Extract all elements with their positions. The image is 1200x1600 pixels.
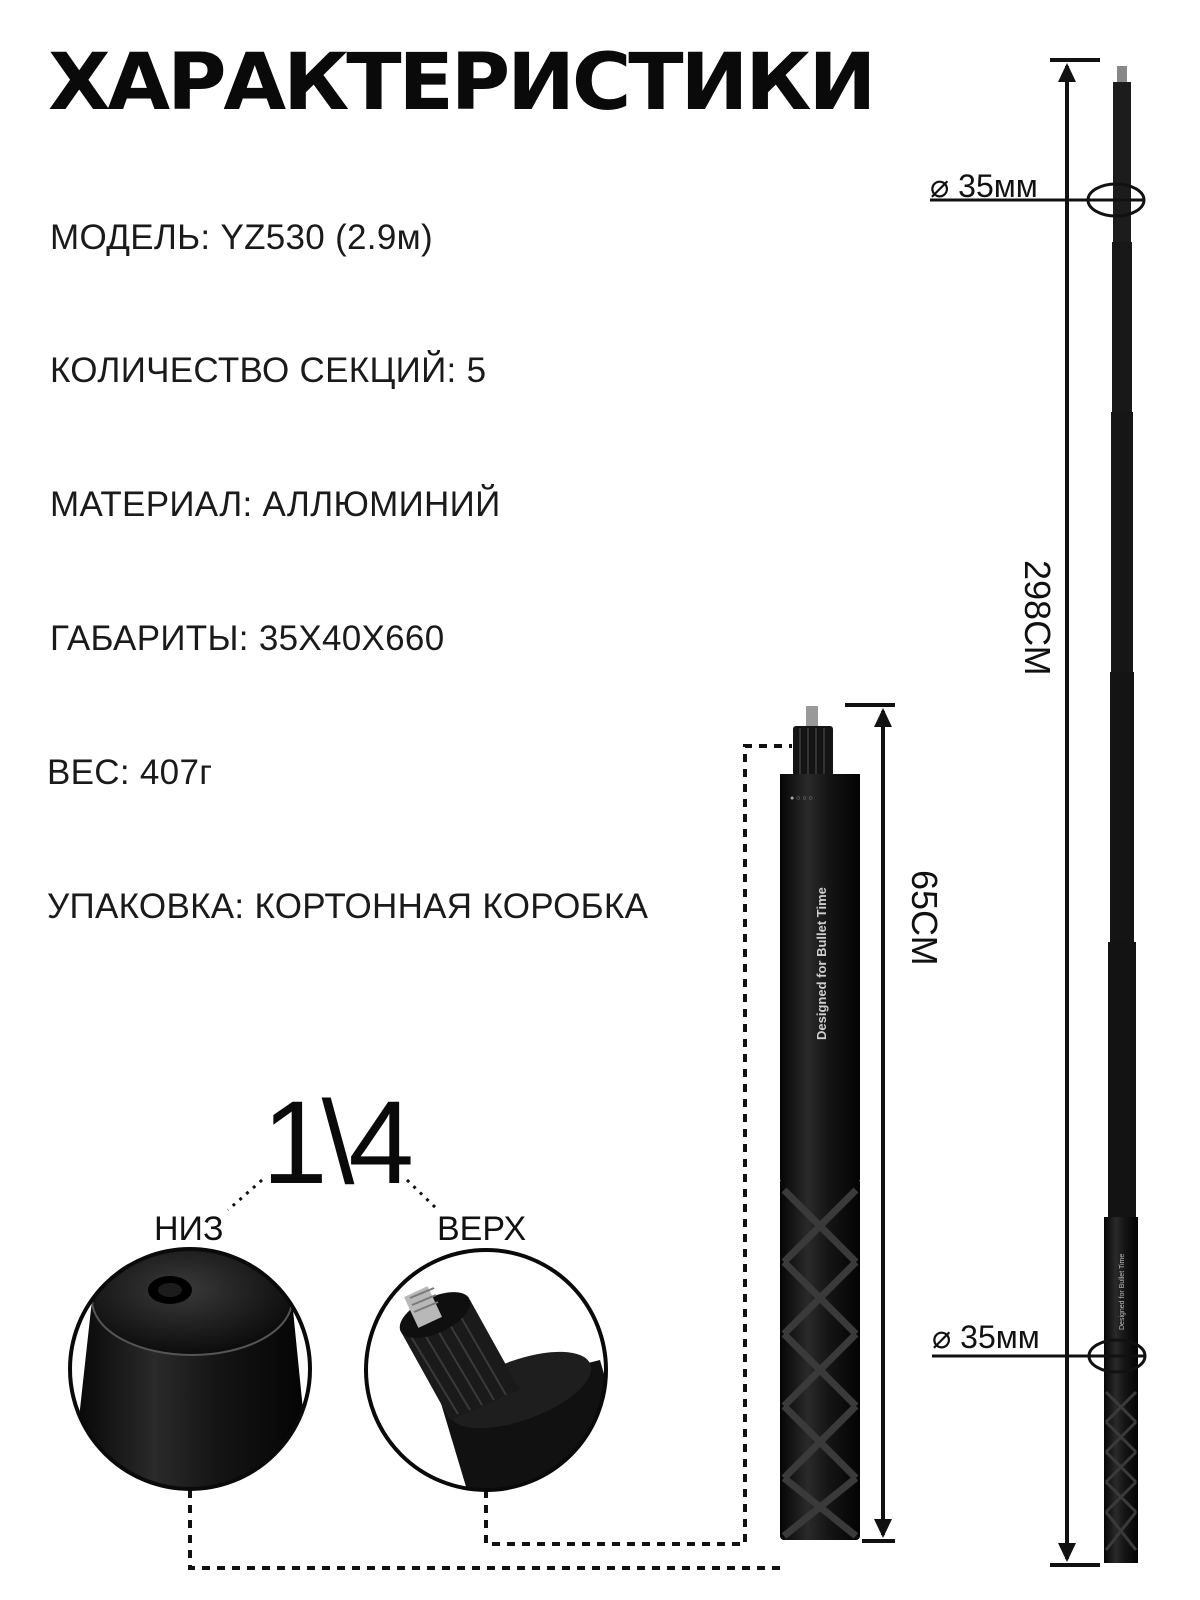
spec-dimensions: ГАБАРИТЫ: 35Х40Х660 — [50, 619, 445, 658]
label-bottom: НИЗ — [154, 1210, 224, 1248]
length-full-label: 298СМ — [1017, 560, 1058, 676]
dashed-line-bottom — [190, 1490, 786, 1568]
diameter-label-top: ⌀ 35мм — [930, 168, 1038, 204]
svg-text:● ○ ○ ○: ● ○ ○ ○ — [790, 795, 813, 802]
top-thread-photo — [356, 1240, 640, 1500]
bottom-thread-photo — [60, 1240, 320, 1500]
folded-brand-text: Designed for Bullet Time — [814, 887, 829, 1040]
extended-brand-text: Designed for Bullet Time — [1119, 1253, 1126, 1330]
spec-package: УПАКОВКА: КОРТОННАЯ КОРОБКА — [47, 887, 649, 926]
thread-size: 1\4 — [262, 1077, 409, 1209]
length-folded-label: 65СМ — [904, 870, 945, 966]
spec-sections: КОЛИЧЕСТВО СЕКЦИЙ: 5 — [50, 351, 487, 390]
page-title: ХАРАКТЕРИСТИКИ — [48, 38, 874, 128]
diameter-label-bottom: ⌀ 35мм — [932, 1319, 1040, 1355]
folded-stick — [780, 706, 860, 1540]
spec-material: МАТЕРИАЛ: АЛЛЮМИНИЙ — [50, 485, 501, 524]
connector-top — [407, 1180, 438, 1210]
spec-weight: ВЕС: 407г — [47, 753, 213, 792]
spec-model: МОДЕЛЬ: YZ530 (2.9м) — [50, 218, 433, 257]
label-top: ВЕРХ — [437, 1210, 527, 1248]
dimension-298 — [1050, 60, 1100, 1565]
extended-stick — [1104, 66, 1138, 1563]
connector-bottom — [228, 1180, 262, 1210]
